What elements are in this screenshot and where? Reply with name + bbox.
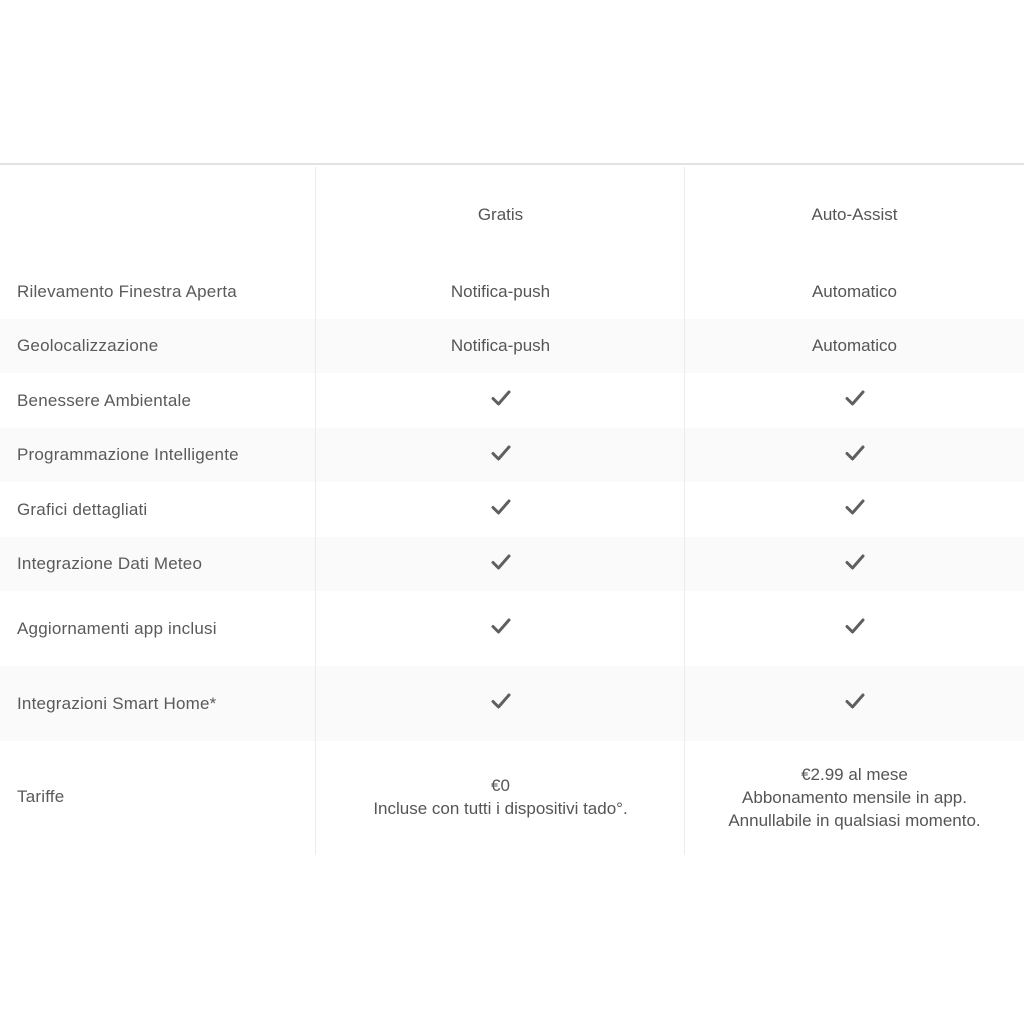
auto-assist-price: €2.99 al mese: [801, 764, 908, 784]
checkmark-icon: [491, 389, 511, 407]
auto-assist-price-note: Abbonamento mensile in app.: [742, 787, 967, 807]
plan-comparison-table: [0, 163, 1024, 853]
column-divider: [315, 167, 316, 855]
pricing-row: [0, 741, 1024, 853]
checkmark-icon: [845, 617, 865, 635]
plan-header-auto-assist: Auto-Assist: [811, 205, 898, 224]
gratis-value: Notifica-push: [450, 336, 551, 355]
pricing-label: Tariffe: [17, 787, 65, 806]
checkmark-icon: [491, 617, 511, 635]
table-row: [0, 591, 1024, 666]
feature-label: Rilevamento Finestra Aperta: [17, 282, 237, 301]
checkmark-icon: [491, 692, 511, 710]
auto-assist-value: Automatico: [811, 336, 898, 355]
checkmark-icon: [491, 553, 511, 571]
feature-label: Programmazione Intelligente: [17, 445, 239, 464]
auto-assist-cancel-note: Annullabile in qualsiasi momento.: [728, 810, 981, 830]
gratis-value: Notifica-push: [450, 282, 551, 301]
feature-label: Geolocalizzazione: [17, 336, 159, 355]
gratis-price-note: Incluse con tutti i dispositivi tado°.: [373, 799, 628, 818]
checkmark-icon: [491, 498, 511, 516]
column-divider: [684, 167, 685, 855]
feature-label: Integrazioni Smart Home*: [17, 693, 217, 713]
table-row: [0, 482, 1024, 537]
gratis-pricing: [316, 774, 685, 820]
table-row: [0, 537, 1024, 591]
feature-label: Aggiornamenti app inclusi: [17, 618, 217, 638]
feature-label: Grafici dettagliati: [17, 499, 148, 519]
checkmark-icon: [845, 692, 865, 710]
table-row: [0, 428, 1024, 482]
checkmark-icon: [845, 498, 865, 516]
auto-assist-pricing: [685, 763, 1024, 832]
checkmark-icon: [491, 444, 511, 462]
feature-label: Integrazione Dati Meteo: [17, 554, 203, 573]
table-row: [0, 373, 1024, 428]
feature-label: Benessere Ambientale: [17, 390, 192, 410]
table-row: [0, 666, 1024, 741]
checkmark-icon: [845, 444, 865, 462]
auto-assist-value: Automatico: [811, 282, 898, 301]
plan-header-gratis: Gratis: [477, 205, 524, 224]
checkmark-icon: [845, 389, 865, 407]
table-row: [0, 265, 1024, 319]
gratis-price: €0: [491, 776, 510, 795]
table-row: [0, 319, 1024, 373]
table-header-row: [0, 165, 1024, 265]
checkmark-icon: [845, 553, 865, 571]
